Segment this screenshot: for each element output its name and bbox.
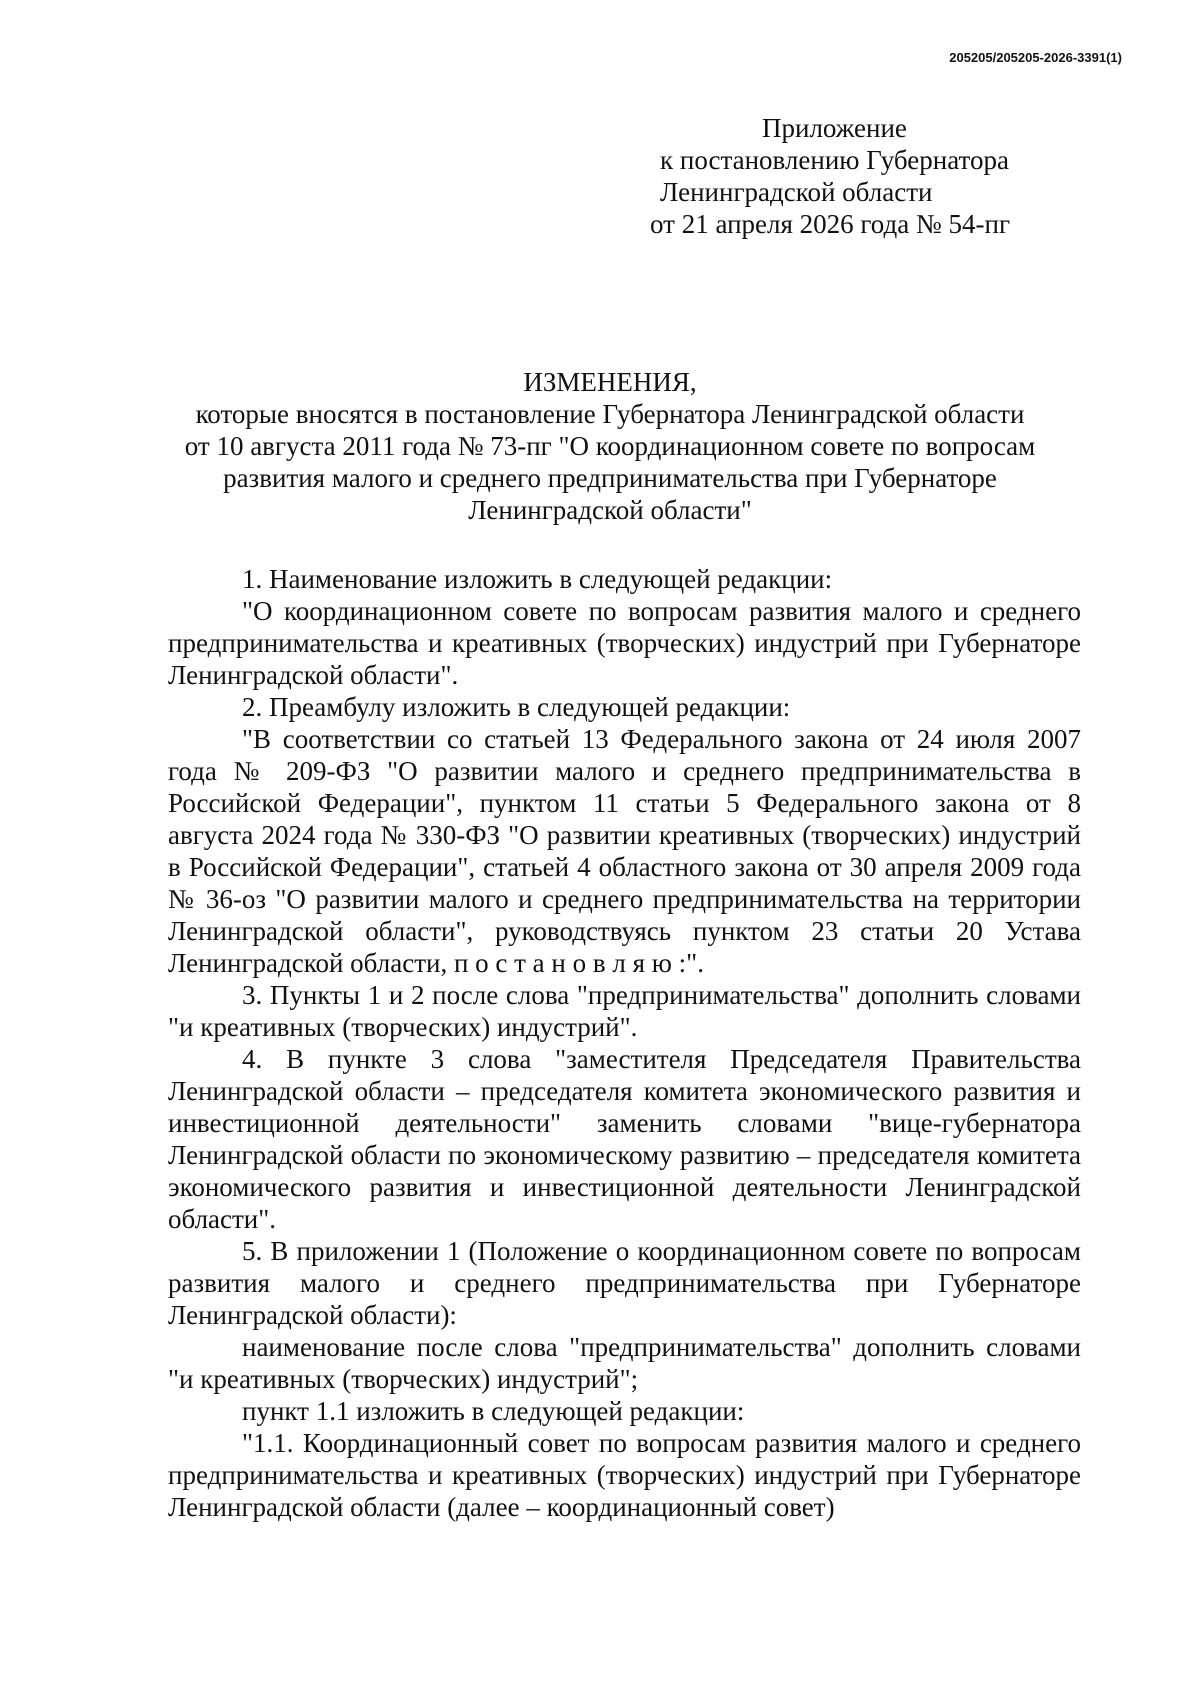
paragraph: 3. Пункты 1 и 2 после слова "предпринимательства" дополнить словами "и креативных (творческих) индустрий". (168, 980, 1081, 1042)
document-number: 205205/205205-2026-3391(1) (949, 50, 1122, 65)
title-line: которые вносятся в постановление Губернатора Ленинградской области (195, 399, 1025, 429)
title-line: развития малого и среднего предпринимательства при Губернаторе (223, 463, 997, 493)
paragraph: пункт 1.1 изложить в следующей редакции: (242, 1396, 745, 1426)
paragraph: 1. Наименование изложить в следующей редакции: (242, 564, 833, 594)
appendix-title: Приложение (762, 113, 907, 143)
paragraph: "В соответствии со статьей 13 Федерального закона от 24 июля 2007 года № 209-ФЗ "О развитии малого и среднего предпринимательства в Российской Федерации", пунктом 11 статьи 5 Федерального закона от 8 августа 2024 года № 330-ФЗ "О развитии креативных (творческих) индустрий в Российской Федерации", статьей 4 областного закона от 30 апреля 2009 года № 36-оз "О развитии малого и среднего предпринимательства на территории Ленинградской области", руководствуясь пунктом 23 статьи 20 Устава Ленинградской области, п о с т а н о в л я ю :". (168, 724, 1081, 978)
paragraph: 4. В пункте 3 слова "заместителя Председателя Правительства Ленинградской области – председателя комитета экономического развития и инвестиционной деятельности" заменить словами "вице-губернатора Ленинградской области по экономическому развитию – председателя комитета экономического развития и инвестиционной деятельности Ленинградской области". (168, 1044, 1081, 1234)
title-line: от 10 августа 2011 года № 73-пг "О координационном совете по вопросам (184, 431, 1036, 461)
document-body (168, 563, 1081, 1523)
paragraph: "О координационном совете по вопросам развития малого и среднего предпринимательства и креативных (творческих) индустрий при Губернаторе Ленинградской области". (168, 596, 1081, 690)
paragraph: 5. В приложении 1 (Положение о координационном совете по вопросам развития малого и среднего предпринимательства при Губернаторе Ленинградской области): (168, 1236, 1081, 1330)
document-title (150, 366, 1070, 526)
appendix-date: от 21 апреля 2026 года № 54-пг (650, 209, 1011, 239)
paragraph: наименование после слова "предпринимательства" дополнить словами "и креативных (творческих) индустрий"; (168, 1332, 1081, 1394)
appendix-region: Ленинградской области (660, 177, 933, 207)
title-line: Ленинградской области" (468, 495, 752, 525)
paragraph: 2. Преамбулу изложить в следующей редакции: (242, 692, 791, 722)
paragraph: "1.1. Координационный совет по вопросам развития малого и среднего предпринимательства и креативных (творческих) индустрий при Губернаторе Ленинградской области (далее – координационный совет) (168, 1428, 1081, 1522)
appendix-header (650, 112, 1120, 240)
appendix-reference: к постановлению Губернатора (660, 145, 1009, 175)
title-heading: ИЗМЕНЕНИЯ, (523, 367, 697, 397)
